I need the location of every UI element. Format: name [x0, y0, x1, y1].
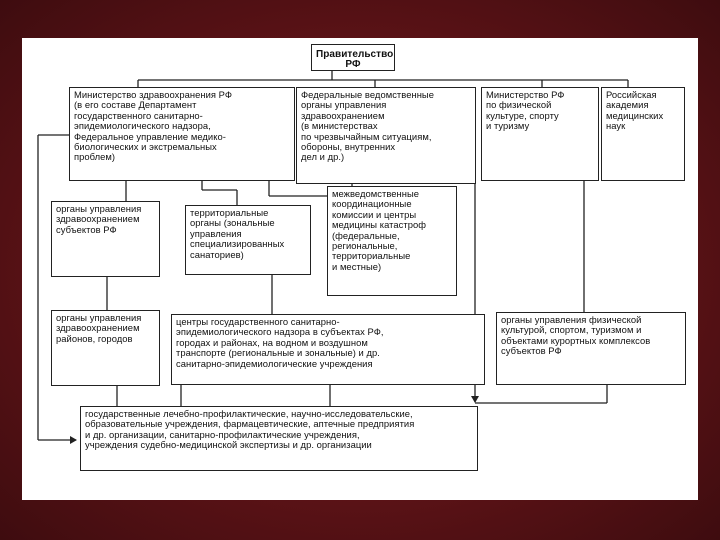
- government-box: Правительство РФ: [311, 44, 395, 71]
- regional-bodies-box: органы управления здравоохранением субъектов РФ: [51, 201, 160, 277]
- sanitary-centers-box: центры государственного санитарно- эпидемиологического надзора в субъектах РФ, городах и районах, на водном и воздушном транспорте (региональные и зональные) и др. санитарно-эпидемиологические учреждения: [171, 314, 485, 385]
- ministry-sport-box: Министерство РФ по физической культуре, спорту и туризму: [481, 87, 599, 181]
- ministry-health-box: Министерство здравоохранения РФ (в его составе Департамент государственного санитарно- эпидемиологического надзора, Федеральное управление медико- биологических и экстремальных проблем): [69, 87, 295, 181]
- sport-bodies-box: органы управления физической культурой, спортом, туризмом и объектами курортных комплексов субъектов РФ: [496, 312, 686, 385]
- diagram-sheet: [22, 38, 698, 500]
- district-bodies-box: органы управления здравоохранением районов, городов: [51, 310, 160, 386]
- federal-departments-box: Федеральные ведомственные органы управления здравоохранением (в министерствах по чрезвычайным ситуациям, обороны, внутренних дел и др.): [296, 87, 476, 184]
- interdepartmental-box: межведомственные координационные комиссии и центры медицины катастроф (федеральные, региональные, территориальные и местные): [327, 186, 457, 296]
- academy-box: Российская академия медицинских наук: [601, 87, 685, 181]
- institutions-box: государственные лечебно-профилактические, научно-исследовательские, образовательные учреждения, фармацевтические, аптечные предприятия и др. организации, санитарно-профилактические учреждения, учреждения судебно-медицинской экспертизы и др. организации: [80, 406, 478, 471]
- territorial-bodies-box: территориальные органы (зональные управления специализированных санаториев): [185, 205, 311, 275]
